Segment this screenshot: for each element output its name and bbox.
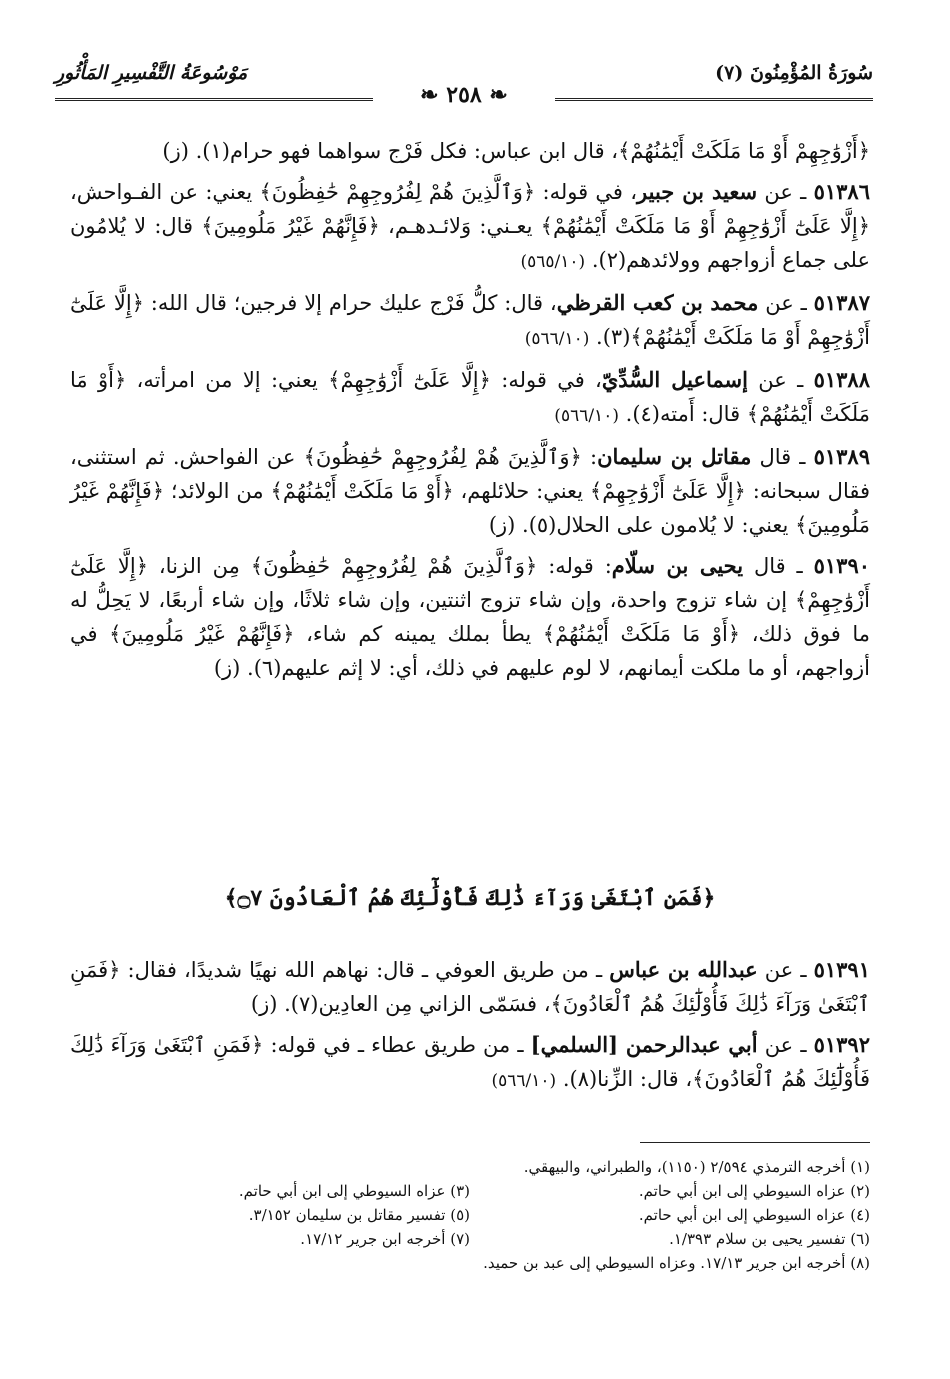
entry-number: ٥١٣٩٢ <box>813 1032 870 1057</box>
book-title: مَوْسُوعَةُ التَّفْسِيرِ المَأْثُورِ <box>55 62 248 84</box>
paragraph-continued: ﴿أَزْوَٰجِهِمْ أَوْ مَا مَلَكَتْ أَيْمَٰنُهُمْ﴾، قال ابن عباس: فكل فَرْج سواهما فهو حرام(١). (ز) <box>162 139 870 163</box>
surah-heading: سُورَةُ المُؤْمِنُونَ (٧) <box>715 62 873 84</box>
footnote-4: (٤) عزاه السيوطي إلى ابن أبي حاتم. <box>638 1206 870 1224</box>
footnote-divider <box>640 1142 870 1143</box>
paragraph-51389: ٥١٣٨٩ ـ قال مقاتل بن سليمان: ﴿وَٱلَّذِينَ هُمْ لِفُرُوجِهِمْ حَٰفِظُونَ﴾ عن الفواحش. ثم استثنى، فقال سبحانه: ﴿إِلَّا عَلَىٰٓ أَزْوَٰجِهِمْ﴾ يعني: حلائلهم، ﴿أَوْ مَا مَلَكَتْ أَيْمَٰنُهُمْ﴾ من الولائد؛ ﴿فَإِنَّهُمْ غَيْرُ مَلُومِينَ﴾ يعني: لا يُلامون على الحلال(٥). (ز) <box>70 444 870 537</box>
paragraph-51387: ٥١٣٨٧ ـ عن محمد بن كعب القرظي، قال: كلُّ فَرْج عليك حرام إلا فرجين؛ قال الله: ﴿إِلَّا عَلَىٰٓ أَزْوَٰجِهِمْ أَوْ مَا مَلَكَتْ أَيْمَٰنُهُمْ﴾(٣). (٥٦٦/١٠) <box>70 290 871 349</box>
entry-number: ٥١٣٨٧ <box>813 290 871 315</box>
narrator-name: أبي عبدالرحمن [السلمي] <box>530 1032 758 1057</box>
entry-number: ٥١٣٩١ <box>813 957 870 982</box>
footnote-2: (٢) عزاه السيوطي إلى ابن أبي حاتم. <box>638 1182 870 1200</box>
footnotes <box>70 1155 870 1275</box>
volume-reference: (٥٦٦/١٠) <box>524 329 590 349</box>
page-number: ❧ ٢٥٨ ❧ <box>420 82 508 108</box>
entry-number: ٥١٣٩٠ <box>813 553 871 578</box>
footnote-5: (٥) تفسير مقاتل بن سليمان ٣/١٥٢. <box>248 1206 470 1224</box>
footnote-1: (١) أخرجه الترمذي ٢/٥٩٤ (١١٥٠)، والطبراني، والبيهقي. <box>523 1158 870 1176</box>
main-text <box>70 134 870 692</box>
narrator-name: مقاتل بن سليمان <box>597 444 752 469</box>
narrator-name: إسماعيل السُّدِّيّ <box>601 367 748 392</box>
volume-reference: (٥٦٥/١٠) <box>520 252 586 272</box>
narrator-name: محمد بن كعب القرظي <box>556 290 759 315</box>
volume-reference: (٥٦٦/١٠) <box>554 406 619 426</box>
footnote-3: (٣) عزاه السيوطي إلى ابن أبي حاتم. <box>238 1182 470 1200</box>
page-header <box>55 58 873 108</box>
paragraph-51390: ٥١٣٩٠ ـ قال يحيى بن سلّام: قوله: ﴿وَٱلَّذِينَ هُمْ لِفُرُوجِهِمْ حَٰفِظُونَ﴾ مِن الزنا، ﴿إِلَّا عَلَىٰٓ أَزْوَٰجِهِمْ﴾ إن شاء تزوج واحدة، وإن شاء تزوج اثنتين، وإن شاء ثلاثًا، وإن شاء أربعًا، لا يَحِلُّ له ما فوق ذلك، ﴿أَوْ مَا مَلَكَتْ أَيْمَٰنُهُمْ﴾ يطأ بملك يمينه كم شاء، ﴿فَإِنَّهُمْ غَيْرُ مَلُومِينَ﴾ في أزواجهم، أو ما ملكت أيمانهم، لا لوم عليهم في ذلك، أي: لا إثم عليهم(٦). (ز) <box>70 553 871 680</box>
footnote-7: (٧) أخرجه ابن جرير ١٧/١٢. <box>300 1230 470 1248</box>
narrator-name: عبدالله بن عباس <box>609 957 758 982</box>
footnote-6: (٦) تفسير يحيى بن سلام ١/٣٩٣. <box>669 1230 870 1248</box>
entry-number: ٥١٣٨٨ <box>813 367 870 392</box>
volume-reference: (٥٦٦/١٠) <box>491 1071 557 1091</box>
entry-number: ٥١٣٨٩ <box>813 444 870 469</box>
paragraph-51391: ٥١٣٩١ ـ عن عبدالله بن عباس ـ من طريق العوفي ـ قال: نهاهم الله نهيًا شديدًا، فقال: ﴿فَمَنِ ٱبْتَغَىٰ وَرَآءَ ذَٰلِكَ فَأُوْلَٰٓئِكَ هُمُ ٱلْعَادُونَ﴾، فسَمّى الزاني مِن العادِين(٧). (ز) <box>70 957 870 1016</box>
main-text-2 <box>70 953 870 1105</box>
paragraph-51392: ٥١٣٩٢ ـ عن أبي عبدالرحمن [السلمي] ـ من طريق عطاء ـ في قوله: ﴿فَمَنِ ٱبْتَغَىٰ وَرَآءَ ذَٰلِكَ فَأُوْلَٰٓئِكَ هُمُ ٱلْعَادُونَ﴾، قال: الزِّنا(٨). (٥٦٦/١٠) <box>70 1032 870 1091</box>
verse-heading: ﴿فَمَنِ ٱبْتَغَىٰ وَرَآءَ ذَٰلِكَ فَأُوْلَٰٓئِكَ هُمُ ٱلْعَادُونَ ۝٧﴾ <box>224 885 716 911</box>
narrator-name: يحيى بن سلّام <box>611 553 744 578</box>
narrator-name: سعيد بن جبير <box>637 179 758 204</box>
entry-number: ٥١٣٨٦ <box>813 179 870 204</box>
footnote-8: (٨) أخرجه ابن جرير ١٧/١٣. وعزاه السيوطي إلى عبد بن حميد. <box>483 1254 870 1272</box>
paragraph-51388: ٥١٣٨٨ ـ عن إسماعيل السُّدِّيّ، في قوله: ﴿إِلَّا عَلَىٰٓ أَزْوَٰجِهِمْ﴾ يعني: إلا من امرأته، ﴿أَوْ مَا مَلَكَتْ أَيْمَٰنُهُمْ﴾ قال: أَمته(٤). (٥٦٦/١٠) <box>70 367 870 426</box>
paragraph-51386: ٥١٣٨٦ ـ عن سعيد بن جبير، في قوله: ﴿وَٱلَّذِينَ هُمْ لِفُرُوجِهِمْ حَٰفِظُونَ﴾ يعني: عن الفـواحش، ﴿إِلَّا عَلَىٰٓ أَزْوَٰجِهِمْ أَوْ مَا مَلَكَتْ أَيْمَٰنُهُمْ﴾ يعـني: وَلائـدهـم، ﴿فَإِنَّهُمْ غَيْرُ مَلُومِينَ﴾ قال: لا يُلامُون على جماع أزواجهم وولائدهم(٢). (٥٦٥/١٠) <box>70 179 870 272</box>
